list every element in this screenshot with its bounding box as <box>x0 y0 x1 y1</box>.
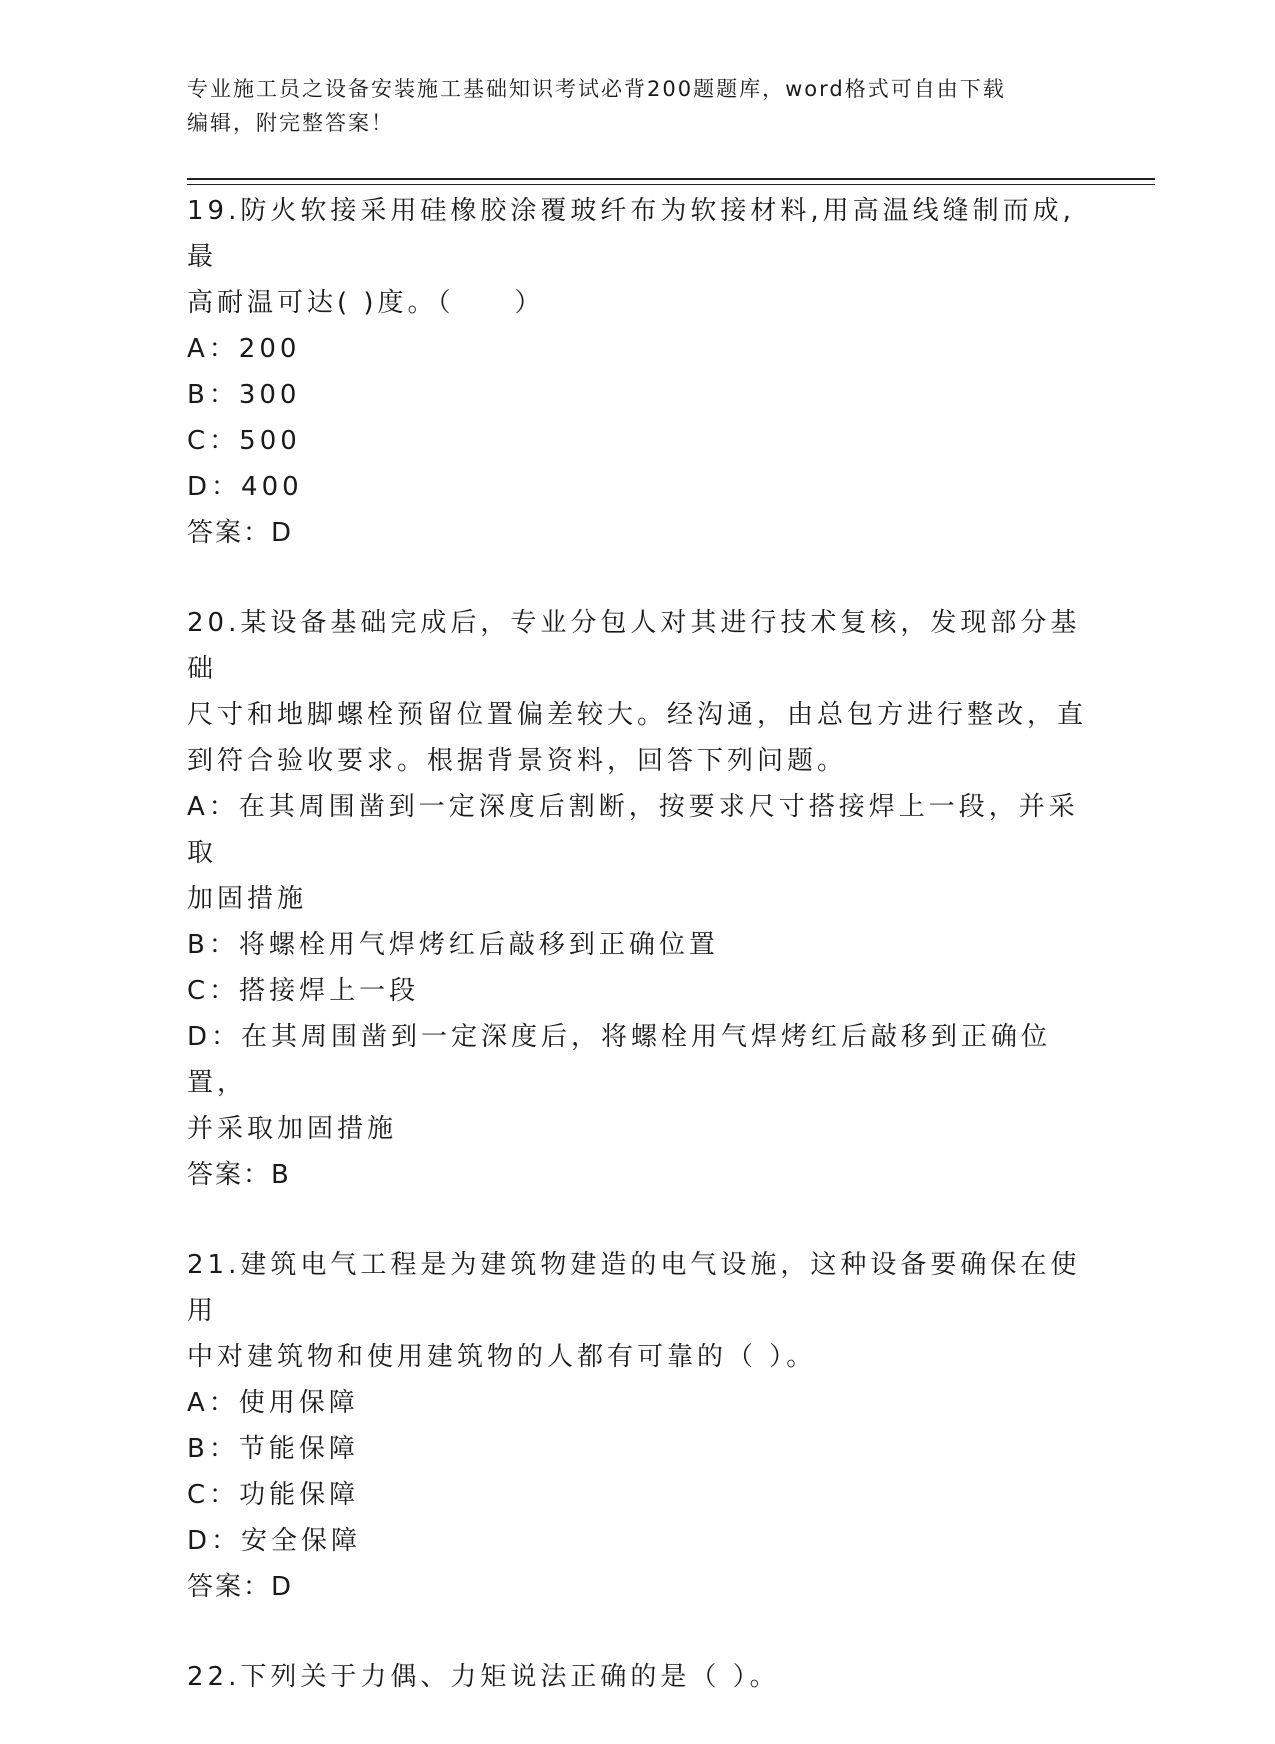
question-text-line: 到符合验收要求。根据背景资料，回答下列问题。 <box>187 746 848 776</box>
option-b: B：300 <box>187 380 301 410</box>
header-divider-thick <box>187 178 1155 180</box>
option-c: C：功能保障 <box>187 1480 360 1510</box>
question-19 <box>187 188 1087 556</box>
question-list <box>187 188 1087 1744</box>
option-b: B：将螺栓用气焊烤红后敲移到正确位置 <box>187 930 719 960</box>
header-divider-thin <box>187 184 1155 185</box>
question-20 <box>187 600 1087 1198</box>
option-b: B：节能保障 <box>187 1434 359 1464</box>
question-text-line: 19.防火软接采用硅橡胶涂覆玻纤布为软接材料,用高温线缝制而成,最 <box>187 196 1075 272</box>
answer: 答案：B <box>187 1160 291 1190</box>
option-d: D：安全保障 <box>187 1526 362 1556</box>
answer: 答案：D <box>187 518 294 548</box>
option-c: C：搭接焊上一段 <box>187 976 420 1006</box>
question-22 <box>187 1654 1087 1700</box>
question-text-line: 高耐温可达( )度。（ ） <box>187 288 545 318</box>
option-d: D：400 <box>187 472 303 502</box>
option-a: A：在其周围凿到一定深度后割断，按要求尺寸搭接焊上一段，并采取 <box>187 792 1079 868</box>
document-header <box>187 72 1087 140</box>
question-21 <box>187 1242 1087 1610</box>
question-text-line: 中对建筑物和使用建筑物的人都有可靠的（ ）。 <box>187 1342 817 1372</box>
answer: 答案：D <box>187 1572 294 1602</box>
question-text-line: 21.建筑电气工程是为建筑物建造的电气设施，这种设备要确保在使用 <box>187 1250 1081 1326</box>
option-a-continued: 加固措施 <box>187 884 308 914</box>
question-text-line: 20.某设备基础完成后，专业分包人对其进行技术复核，发现部分基础 <box>187 608 1081 684</box>
header-line-1: 专业施工员之设备安装施工基础知识考试必背200题题库，word格式可自由下载 <box>187 77 1006 101</box>
option-d-continued: 并采取加固措施 <box>187 1114 398 1144</box>
option-d: D：在其周围凿到一定深度后，将螺栓用气焊烤红后敲移到正确位置， <box>187 1022 1052 1098</box>
option-c: C：500 <box>187 426 301 456</box>
question-text-line: 22.下列关于力偶、力矩说法正确的是（ ）。 <box>187 1662 780 1692</box>
option-a: A：使用保障 <box>187 1388 359 1418</box>
header-line-2: 编辑，附完整答案！ <box>187 111 394 135</box>
option-a: A：200 <box>187 334 301 364</box>
question-text-line: 尺寸和地脚螺栓预留位置偏差较大。经沟通，由总包方进行整改，直 <box>187 700 1088 730</box>
